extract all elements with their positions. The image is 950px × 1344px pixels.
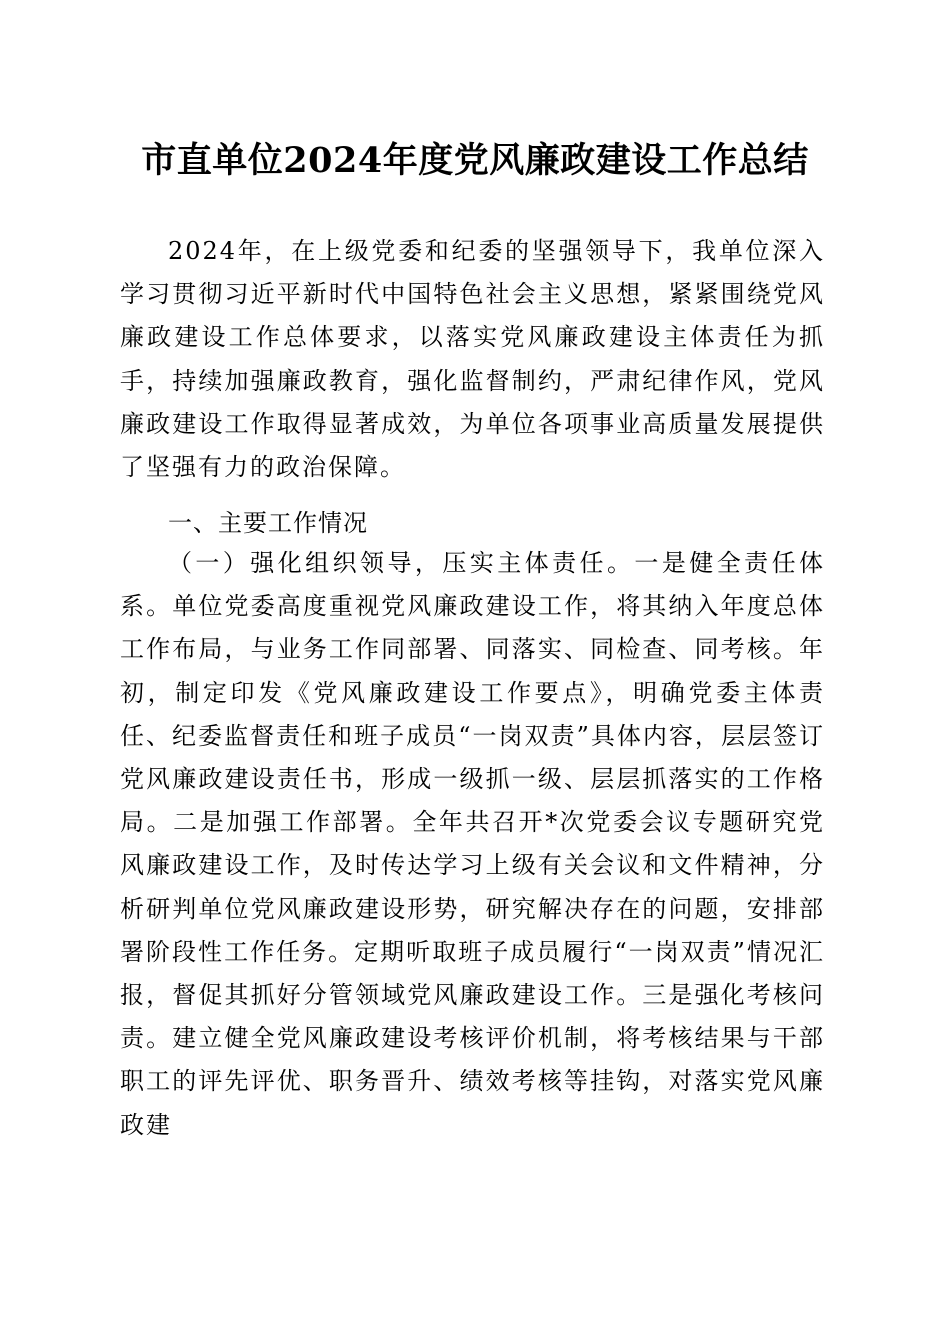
document-title: 市直单位2024年度党风廉政建设工作总结 — [141, 140, 809, 181]
subsection-heading: （一）强化组织领导，压实主体责任。 — [168, 549, 635, 577]
subsection-body: 一是健全责任体系。单位党委高度重视党风廉政建设工作，将其纳入年度总体工作布局，与业务工作同部署、同落实、同检查、同考核。年初，制定印发《党风廉政建设工作要点》，明确党委主体责任、纪委监督责任和班子成员“一岗双责”具体内容，层层签订党风廉政建设责任书，形成一级抓一级、层层抓落实的工作格局。二是加强工作部署。全年共召开*次党委会议专题研究党风廉政建设工作，及时传达学习上级有关会议和文件精神，分析研判单位党风廉政建设形势，研究解决存在的问题，安排部署阶段性工作任务。定期听取班子成员履行“一岗双责”情况汇报，督促其抓好分管领域党风廉政建设工作。三是强化考核问责。建立健全党风廉政建设考核评价机制，将考核结果与干部职工的评先评优、职务晋升、绩效考核等挂钩，对落实党风廉政建 — [120, 549, 825, 1139]
intro-paragraph: 2024年，在上级党委和纪委的坚强领导下，我单位深入学习贯彻习近平新时代中国特色社会主义思想，紧紧围绕党风廉政建设工作总体要求，以落实党风廉政建设主体责任为抓手，持续加强廉政教育，强化监督制约，严肃纪律作风，党风廉政建设工作取得显著成效，为单位各项事业高质量发展提供了坚强有力的政治保障。 — [120, 237, 825, 482]
subsection-paragraph — [120, 542, 825, 1147]
section-heading: 一、主要工作情况 — [168, 509, 368, 537]
